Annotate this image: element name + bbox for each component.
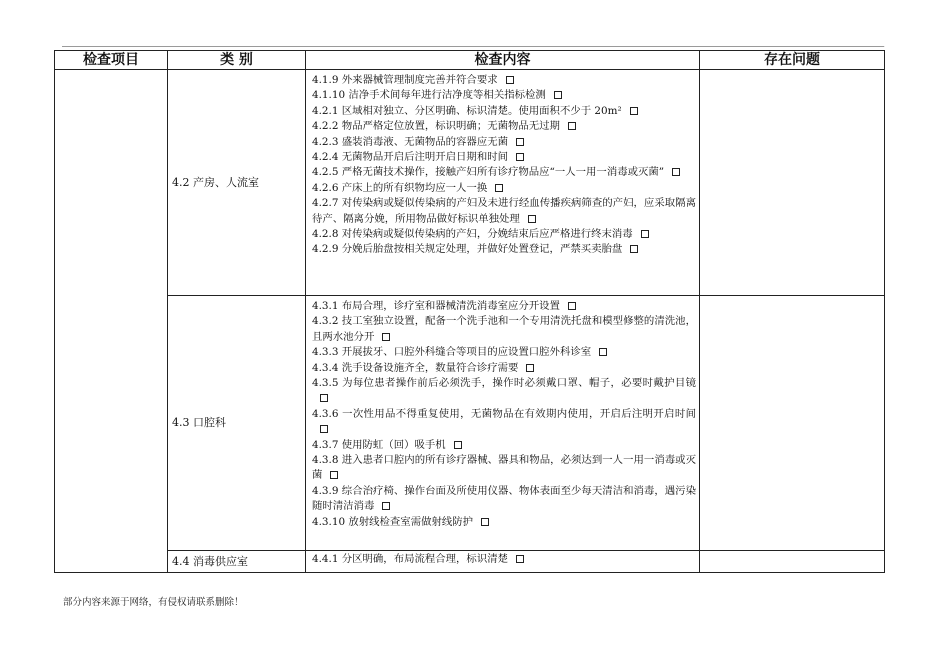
- check-item: [312, 150, 696, 165]
- check-item: [312, 314, 696, 345]
- checkbox[interactable]: [516, 138, 524, 146]
- checkbox[interactable]: [630, 107, 638, 115]
- check-item-text: 4.2.2 物品严格定位放置，标识明确；无菌物品无过期: [312, 120, 560, 133]
- check-item-text: 4.3.3 开展拔牙、口腔外科缝合等项目的应设置口腔外科诊室: [312, 346, 592, 359]
- check-item-text: 4.2.1 区域相对独立、分区明确、标识清楚。使用面积不少于 20m²: [312, 104, 622, 117]
- check-item: [312, 552, 696, 567]
- checkbox[interactable]: [320, 394, 328, 402]
- check-item-text: 4.4.1 分区明确，布局流程合理，标识清楚: [312, 553, 508, 565]
- check-item: [312, 242, 696, 257]
- check-item: [312, 299, 696, 314]
- checkbox[interactable]: [330, 471, 338, 479]
- checkbox[interactable]: [481, 518, 489, 526]
- check-item: [312, 345, 696, 360]
- check-item-text: 4.2.6 产床上的所有织物均应一人一换: [312, 181, 488, 194]
- content-cell-stomatology: [306, 296, 700, 551]
- checkbox[interactable]: [526, 364, 534, 372]
- header-rule: [62, 46, 884, 47]
- check-item: [312, 484, 696, 515]
- check-item-text: 4.3.2 技工室独立设置，配备一个洗手池和一个专用清洗托盘和模型修整的清洗池，且两水池分开: [312, 315, 696, 343]
- check-item-text: 4.3.1 布局合理，诊疗室和器械清洗消毒室应分开设置: [312, 300, 560, 312]
- check-item: [312, 438, 696, 453]
- check-item: [312, 165, 696, 180]
- checkbox[interactable]: [382, 502, 390, 510]
- category-disinfection-supply: 4.4 消毒供应室: [168, 551, 306, 573]
- section-row-stomatology: [55, 296, 885, 551]
- checkbox[interactable]: [568, 302, 576, 310]
- inspection-item-cell: [55, 70, 168, 573]
- checkbox[interactable]: [454, 441, 462, 449]
- checkbox[interactable]: [568, 122, 576, 130]
- category-delivery-room: 4.2 产房、人流室: [168, 70, 306, 296]
- check-item-text: 4.3.8 进入患者口腔内的所有诊疗器械、器具和物品，必须达到一人一用一消毒或灭菌: [312, 454, 696, 482]
- problems-cell-stomatology[interactable]: [700, 296, 885, 551]
- checkbox[interactable]: [528, 215, 536, 223]
- section-row-delivery-room: [55, 70, 885, 296]
- check-item-text: 4.2.7 对传染病或疑似传染病的产妇及未进行经血传播疾病筛查的产妇，应采取隔离待产、隔离分娩，所用物品做好标识单独处理: [312, 197, 696, 225]
- check-item-text: 4.3.9 综合治疗椅、操作台面及所使用仪器、物体表面至少每天清洁和消毒，遇污染随时清洁消毒: [312, 484, 696, 513]
- checkbox[interactable]: [495, 184, 503, 192]
- check-item: [312, 119, 696, 134]
- check-item: [312, 135, 696, 150]
- inspection-table: [54, 50, 885, 573]
- check-item: [312, 453, 696, 484]
- footer-disclaimer: 部分内容来源于网络，有侵权请联系删除！: [63, 597, 244, 608]
- checkbox[interactable]: [630, 245, 638, 253]
- corner-mark: .: [883, 42, 885, 49]
- category-stomatology: 4.3 口腔科: [168, 296, 306, 551]
- check-item: [312, 376, 696, 407]
- check-item: [312, 407, 696, 438]
- checkbox[interactable]: [672, 168, 680, 176]
- checkbox[interactable]: [599, 348, 607, 356]
- checkbox[interactable]: [506, 76, 514, 84]
- header-inspection-content: 检查内容: [306, 51, 700, 70]
- check-item: [312, 104, 696, 119]
- check-item-text: 4.3.5 为每位患者操作前后必须洗手，操作时必须戴口罩、帽子，必要时戴护目镜: [312, 377, 696, 390]
- check-item-text: 4.3.6 一次性用品不得重复使用，无菌物品在有效期内使用，开启后注明开启时间: [312, 407, 696, 420]
- check-item: [312, 73, 696, 88]
- problems-cell-disinfection-supply[interactable]: [700, 551, 885, 573]
- checkbox[interactable]: [641, 230, 649, 238]
- check-item-text: 4.3.7 使用防虹（回）吸手机: [312, 438, 446, 451]
- check-item: [312, 515, 696, 530]
- checkbox[interactable]: [516, 555, 524, 563]
- table-header-row: [55, 51, 885, 70]
- check-item-text: 4.2.5 严格无菌技术操作，接触产妇所有诊疗物品应“一人一用一消毒或灭菌”: [312, 166, 665, 179]
- checkbox[interactable]: [516, 153, 524, 161]
- check-item: [312, 181, 696, 196]
- checkbox[interactable]: [382, 333, 390, 341]
- header-inspection-item: 检查项目: [55, 51, 168, 70]
- section-row-disinfection-supply: [55, 551, 885, 573]
- check-item: [312, 361, 696, 376]
- check-item-text: 4.1.10 洁净手术间每年进行洁净度等相关指标检测: [312, 89, 546, 102]
- content-cell-disinfection-supply: [306, 551, 700, 573]
- header-existing-problems: 存在问题: [700, 51, 885, 70]
- check-item-text: 4.3.10 放射线检查室需做射线防护: [312, 515, 474, 528]
- check-item: [312, 196, 696, 227]
- checkbox[interactable]: [554, 91, 562, 99]
- check-item: [312, 88, 696, 103]
- checkbox[interactable]: [320, 425, 328, 433]
- check-item-text: 4.3.4 洗手设备设施齐全，数量符合诊疗需要: [312, 361, 519, 374]
- problems-cell-delivery-room[interactable]: [700, 70, 885, 296]
- content-cell-delivery-room: [306, 70, 700, 296]
- check-item-text: 4.2.4 无菌物品开启后注明开启日期和时间: [312, 151, 508, 164]
- check-item-text: 4.2.8 对传染病或疑似传染病的产妇，分娩结束后应严格进行终末消毒: [312, 228, 633, 241]
- check-item-text: 4.2.3 盛装消毒液、无菌物品的容器应无菌: [312, 135, 508, 148]
- header-category: 类 别: [168, 51, 306, 70]
- check-item: [312, 227, 696, 242]
- check-item-text: 4.1.9 外来器械管理制度完善并符合要求: [312, 74, 498, 86]
- check-item-text: 4.2.9 分娩后胎盘按相关规定处理，并做好处置登记，严禁买卖胎盘: [312, 243, 623, 256]
